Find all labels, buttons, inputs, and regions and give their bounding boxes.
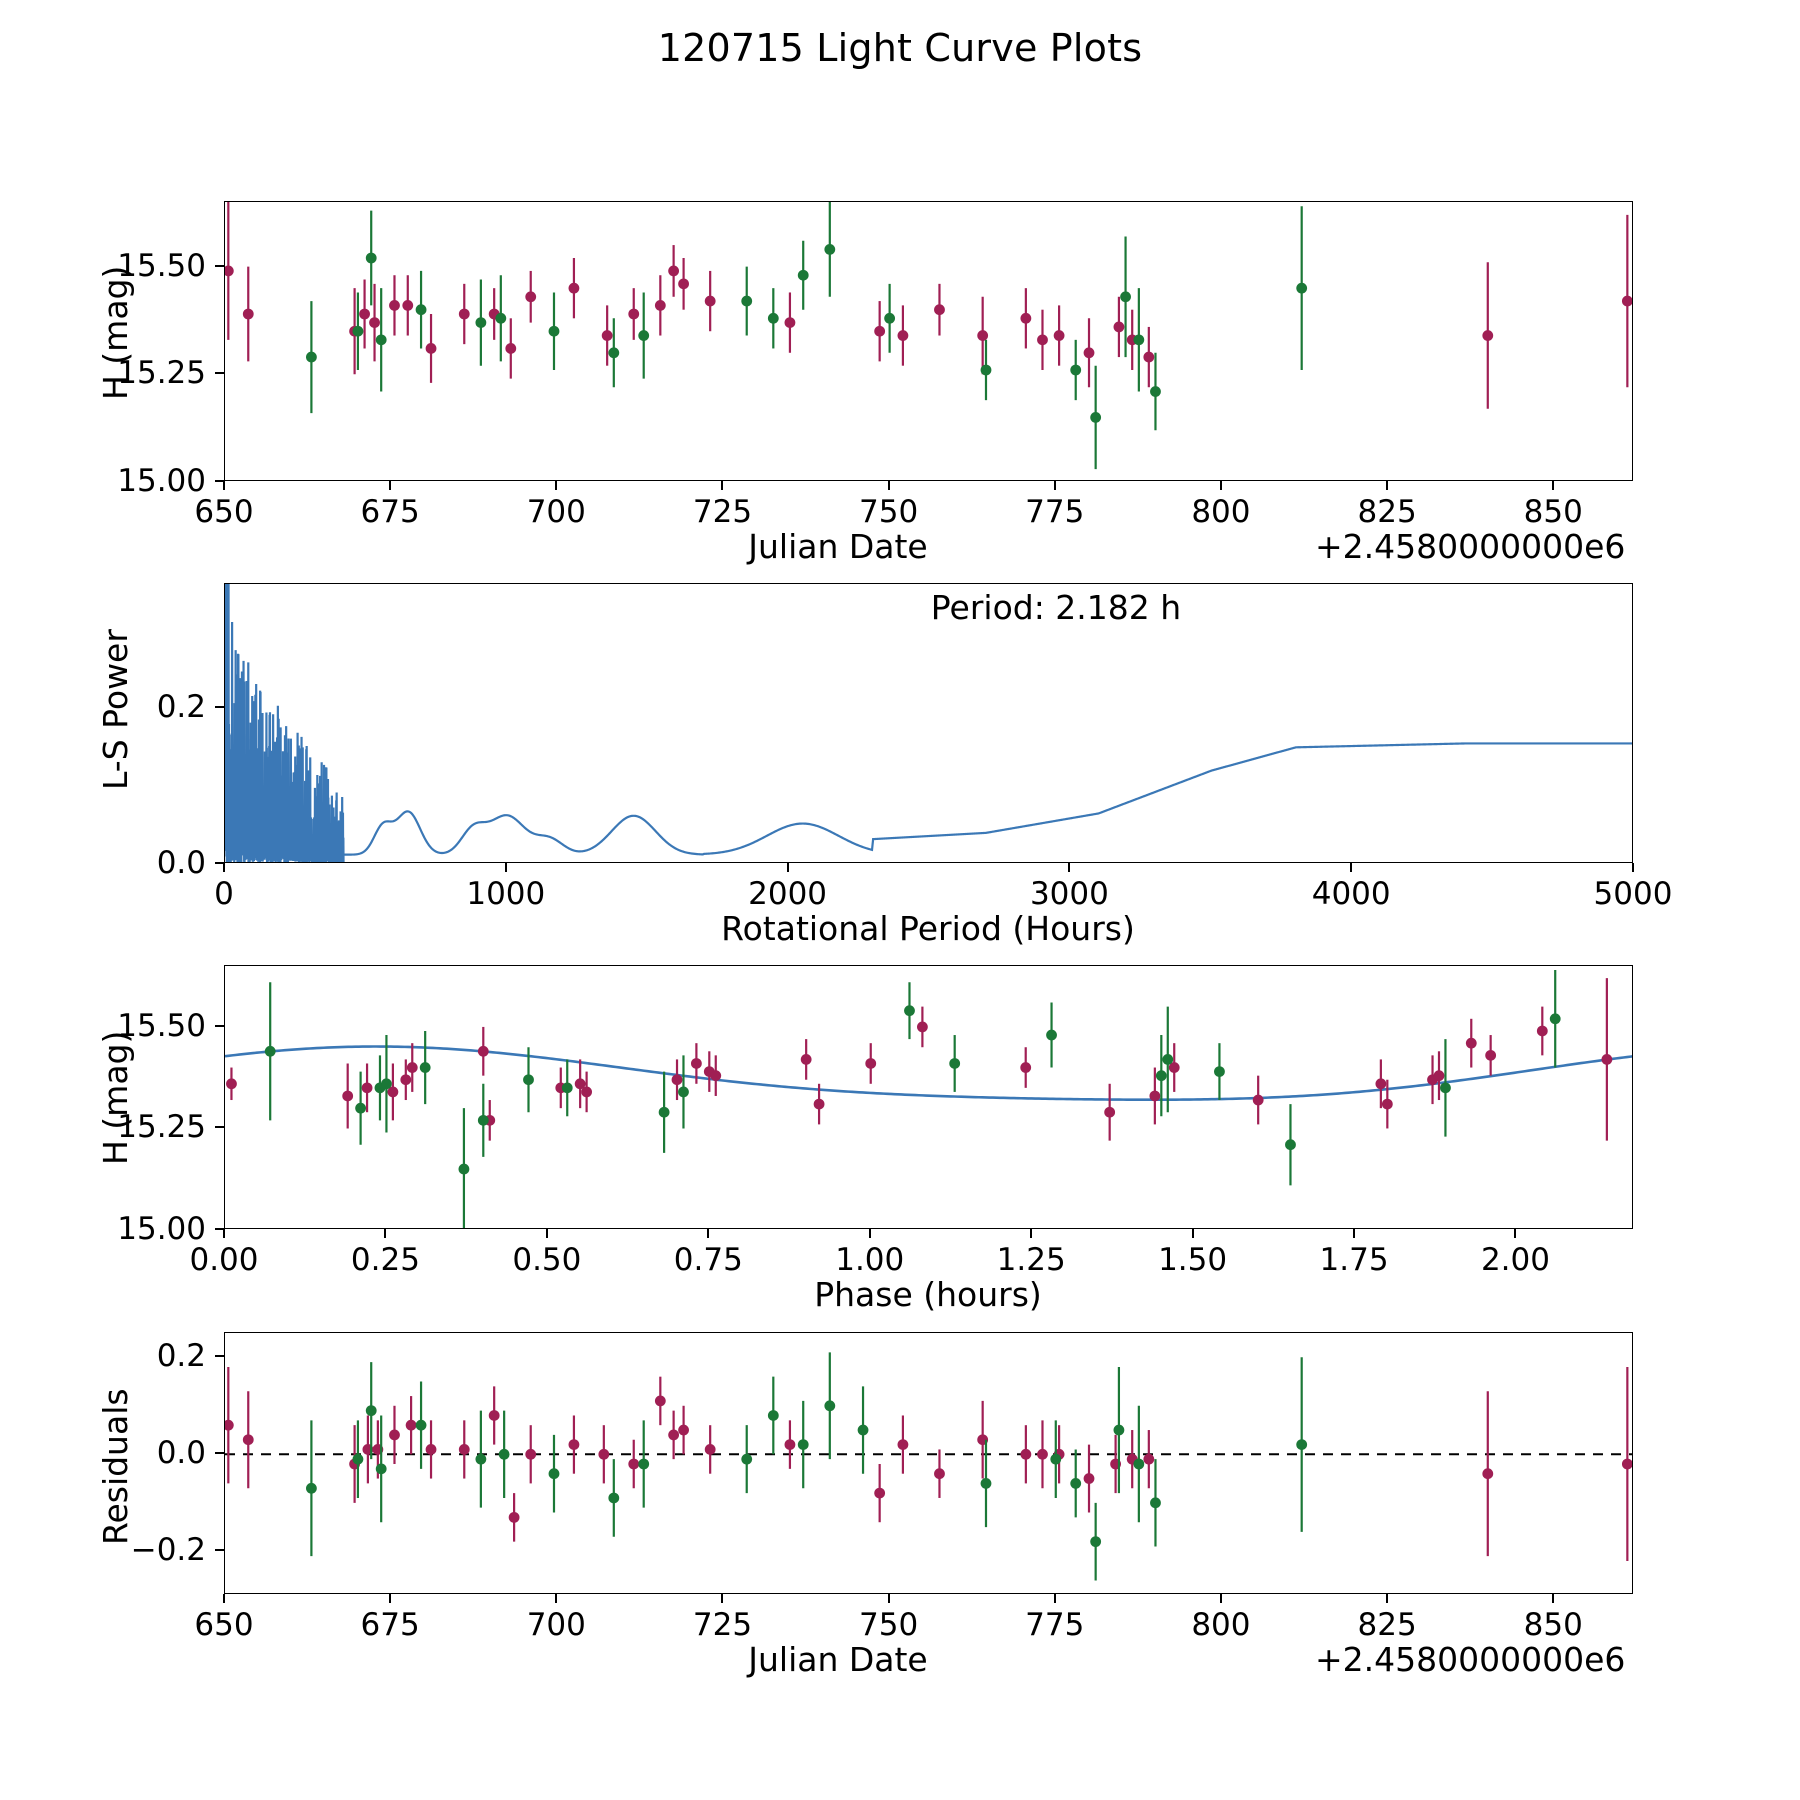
data-point [628,309,639,320]
data-point [917,1022,928,1033]
data-point [898,1439,909,1450]
data-point [768,1410,779,1421]
data-point [353,326,364,337]
data-point [628,1459,639,1470]
ls-power-curve [225,584,1633,863]
data-point [402,300,413,311]
x-tick-label: 650 [194,494,254,530]
data-point [1296,283,1307,294]
data-point [489,1410,500,1421]
data-point [525,291,536,302]
data-point [376,334,387,345]
x-tick-label: 825 [1357,494,1417,530]
x-tick-label: 2.00 [1480,1242,1550,1278]
x-tick-label: 675 [360,1607,420,1643]
data-point [1037,1449,1048,1460]
x-tick-label: 0.25 [350,1242,420,1278]
data-point [874,326,885,337]
series-survey-b [265,970,1561,1229]
x-tickmark [555,1594,557,1603]
y-tick-label: 15.25 [117,1109,206,1146]
data-point [366,253,377,264]
x-tickmark [1350,863,1352,872]
x-tickmark [1054,1594,1056,1603]
y-tick-label: 0.2 [156,1338,206,1375]
data-point [668,1429,679,1440]
x-tick-label: 0.00 [189,1242,259,1278]
data-point [678,278,689,289]
data-point [1485,1050,1496,1061]
yaxis-label-residuals: Residuals [96,1388,135,1545]
data-point [655,1396,666,1407]
data-point [426,343,437,354]
x-tick-label: 775 [1025,1607,1085,1643]
y-tickmark [215,1355,224,1357]
x-tickmark [223,1229,225,1238]
x-tick-label: 675 [360,494,420,530]
data-point [668,266,679,277]
data-point [1149,1091,1160,1102]
data-point [224,266,234,277]
x-tickmark [505,863,507,872]
data-point [400,1074,411,1085]
y-tickmark [215,862,224,864]
data-point [638,1459,649,1470]
xaxis-label-phased: Phase (hours) [814,1275,1042,1314]
y-tick-label: 15.25 [117,355,206,392]
y-tickmark [215,480,224,482]
x-tick-label: 825 [1357,1607,1417,1643]
x-tickmark [707,1229,709,1238]
data-point [475,317,486,328]
x-tick-label: 775 [1025,494,1085,530]
data-point [1622,296,1633,307]
data-point [478,1115,489,1126]
data-point [1046,1030,1057,1041]
data-point [1020,1449,1031,1460]
data-point [785,1439,796,1450]
data-point [499,1449,510,1460]
data-point [608,1493,619,1504]
yaxis-label-periodogram: L-S Power [96,629,135,790]
data-point [407,1062,418,1073]
axes-residuals [224,1332,1633,1594]
data-point [1482,1468,1493,1479]
y-tick-label: 15.00 [117,1211,206,1247]
data-point [884,313,895,324]
data-point [865,1058,876,1069]
x-tick-label: 5000 [1593,876,1673,912]
data-point [798,1439,809,1450]
x-tick-label: 800 [1191,1607,1251,1643]
data-point [426,1444,437,1455]
data-point [598,1449,609,1460]
data-point [581,1087,592,1098]
data-point [1104,1107,1115,1118]
data-point [389,300,400,311]
lightcurve-plot-area [225,202,1633,481]
x-tick-label: 725 [692,494,753,530]
data-point [1466,1038,1477,1049]
data-point [949,1058,960,1069]
data-point [1050,1454,1061,1465]
x-tick-label: 700 [526,1607,586,1643]
data-point [1440,1082,1451,1093]
data-point [1084,1473,1095,1484]
x-tickmark [1054,481,1056,490]
data-point [1622,1459,1633,1470]
y-tickmark [215,1025,224,1027]
x-tick-label: 3000 [1029,876,1109,912]
data-point [416,1420,427,1431]
data-point [814,1099,825,1110]
data-point [1150,1497,1161,1508]
data-point [359,309,370,320]
x-tickmark [1220,1594,1222,1603]
x-tickmark [223,863,225,872]
data-point [459,1444,470,1455]
xaxis-label-periodogram: Rotational Period (Hours) [721,909,1135,948]
data-point [505,343,516,354]
data-point [355,1103,366,1114]
phase-model-curve [225,1047,1633,1100]
data-point [243,1434,254,1445]
x-tickmark [721,481,723,490]
series-survey-a [226,978,1612,1140]
data-point [824,244,835,255]
residuals-plot-area [225,1333,1633,1594]
data-point [659,1107,670,1118]
data-point [342,1091,353,1102]
y-tick-label: 15.00 [117,463,206,499]
x-tickmark [888,1594,890,1603]
y-tick-label: 15.50 [117,247,206,284]
data-point [1037,334,1048,345]
data-point [420,1062,431,1073]
x-tickmark [384,1229,386,1238]
data-point [1601,1054,1612,1065]
data-point [1550,1013,1561,1024]
x-tickmark [1632,863,1634,872]
data-point [1482,330,1493,341]
figure-title: 120715 Light Curve Plots [657,26,1143,70]
data-point [226,1078,237,1089]
data-point [362,1082,373,1093]
data-point [858,1425,869,1436]
data-point [798,270,809,281]
series-survey-a [224,202,1633,409]
data-point [1114,322,1125,333]
data-point [1296,1439,1307,1450]
x-tickmark [1552,1594,1554,1603]
data-point [389,1429,400,1440]
data-point [1150,386,1161,397]
data-point [691,1058,702,1069]
period-annotation: Period: 2.182 h [930,588,1182,627]
data-point [981,1478,992,1489]
data-point [934,1468,945,1479]
periodogram-plot-area [225,584,1633,863]
y-tick-label: 15.50 [117,1007,206,1044]
data-point [243,309,254,320]
y-tickmark [215,1228,224,1230]
series-survey-a [224,1367,1633,1561]
x-tickmark [1552,481,1554,490]
data-point [977,330,988,341]
x-tickmark [1030,1229,1032,1238]
y-tick-label: 0.2 [156,689,206,726]
data-point [369,317,380,328]
data-point [898,330,909,341]
data-point [655,300,666,311]
x-tick-label: 4000 [1311,876,1391,912]
data-point [478,1046,489,1057]
y-tickmark [215,706,224,708]
x-tick-label: 750 [859,1607,919,1643]
axes-phased [224,965,1633,1229]
xaxis-label-residuals: Julian Date [748,1640,928,1679]
data-point [549,1468,560,1479]
data-point [1020,1062,1031,1073]
x-tickmark [888,481,890,490]
x-tickmark [1386,481,1388,490]
x-tick-label: 850 [1523,1607,1583,1643]
x-tick-label: 1.25 [996,1242,1066,1278]
x-tick-label: 0 [214,876,234,912]
x-tickmark [223,481,225,490]
axes-periodogram [224,583,1633,863]
data-point [569,1439,580,1450]
x-tickmark [787,863,789,872]
x-tickmark [1068,863,1070,872]
data-point [406,1420,417,1431]
data-point [1285,1139,1296,1150]
data-point [306,1483,317,1494]
data-point [678,1425,689,1436]
data-point [710,1070,721,1081]
y-tickmark [215,265,224,267]
data-point [1054,330,1065,341]
x-tick-label: 650 [194,1607,254,1643]
data-point [608,347,619,358]
data-point [569,283,580,294]
yaxis-label-phased: H (mag) [96,1030,135,1165]
data-point [459,1164,470,1175]
data-point [981,365,992,376]
data-point [1143,1454,1154,1465]
y-tickmark [215,372,224,374]
series-survey-b [306,1352,1307,1580]
data-point [1214,1066,1225,1077]
data-point [934,304,945,315]
data-point [509,1512,520,1523]
y-tick-label: 0.0 [156,845,206,881]
data-point [705,296,716,307]
xaxis-label-lightcurve: Julian Date [748,527,928,566]
data-point [475,1454,486,1465]
x-tickmark [389,1594,391,1603]
data-point [459,309,470,320]
data-point [1382,1099,1393,1110]
data-point [549,326,560,337]
data-point [376,1463,387,1474]
phased-plot-area [225,966,1633,1229]
data-point [904,1005,915,1016]
data-point [306,352,317,363]
data-point [1133,334,1144,345]
data-point [602,330,613,341]
x-tick-label: 1000 [466,876,546,912]
x-tickmark [1386,1594,1388,1603]
data-point [353,1454,364,1465]
data-point [705,1444,716,1455]
data-point [1120,291,1131,302]
data-point [824,1400,835,1411]
data-point [1084,347,1095,358]
data-point [1090,1536,1101,1547]
data-point [874,1488,885,1499]
data-point [265,1046,276,1057]
data-point [562,1082,573,1093]
data-point [1156,1070,1167,1081]
y-tickmark [215,1126,224,1128]
x-tick-label: 2000 [748,876,828,912]
x-tickmark [1220,481,1222,490]
data-point [768,313,779,324]
xaxis-offset-lightcurve: +2.4580000000e6 [1315,527,1626,566]
series-survey-b [306,202,1307,469]
x-tick-label: 800 [1191,494,1251,530]
y-tickmark [215,1549,224,1551]
data-point [381,1078,392,1089]
data-point [741,1454,752,1465]
data-point [1375,1078,1386,1089]
x-tickmark [389,481,391,490]
x-tickmark [1353,1229,1355,1238]
x-tickmark [869,1229,871,1238]
xaxis-offset-residuals: +2.4580000000e6 [1315,1640,1626,1679]
data-point [416,304,427,315]
data-point [741,296,752,307]
data-point [1162,1054,1173,1065]
data-point [672,1074,683,1085]
data-point [1143,352,1154,363]
x-tickmark [1514,1229,1516,1238]
data-point [366,1405,377,1416]
data-point [1253,1095,1264,1106]
x-tickmark [555,481,557,490]
x-tickmark [1192,1229,1194,1238]
data-point [785,317,796,328]
x-tick-label: 1.75 [1319,1242,1389,1278]
data-point [1537,1026,1548,1037]
axes-lightcurve [224,201,1633,481]
data-point [1090,412,1101,423]
x-tick-label: 850 [1523,494,1583,530]
data-point [495,313,506,324]
x-tickmark [223,1594,225,1603]
x-tick-label: 750 [859,494,919,530]
x-tick-label: 725 [692,1607,753,1643]
data-point [1070,1478,1081,1489]
y-tick-label: −0.2 [130,1532,206,1569]
x-tick-label: 700 [526,494,586,530]
y-tick-label: 0.0 [156,1435,206,1472]
data-point [1434,1070,1445,1081]
data-point [1020,313,1031,324]
x-tick-label: 0.50 [512,1242,582,1278]
x-tick-label: 1.50 [1158,1242,1228,1278]
yaxis-label-lightcurve: H (mag) [96,265,135,400]
x-tickmark [721,1594,723,1603]
data-point [1133,1459,1144,1470]
data-point [1114,1425,1125,1436]
data-point [678,1087,689,1098]
data-point [638,330,649,341]
data-point [801,1054,812,1065]
data-point [523,1074,534,1085]
x-tickmark [546,1229,548,1238]
x-tick-label: 0.75 [673,1242,743,1278]
data-point [525,1449,536,1460]
y-tickmark [215,1452,224,1454]
data-point [1070,365,1081,376]
x-tick-label: 1.00 [835,1242,905,1278]
data-point [224,1420,234,1431]
